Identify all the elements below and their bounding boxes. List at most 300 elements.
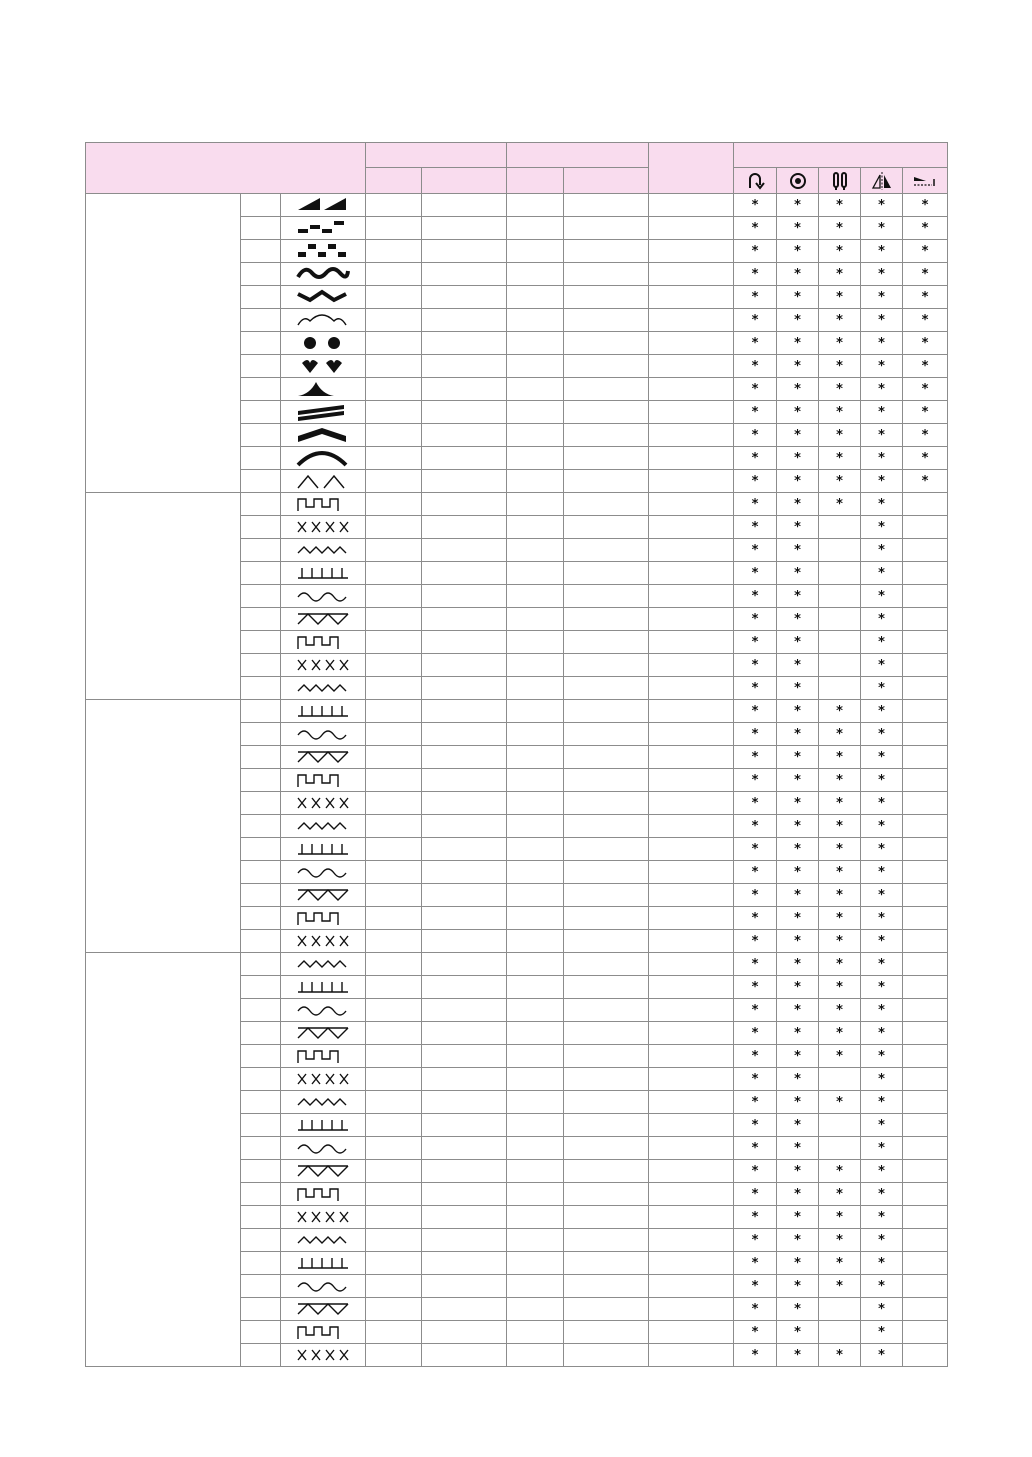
function-mark-cell: * (861, 1183, 903, 1206)
value-cell (564, 907, 649, 930)
function-mark-cell: * (861, 585, 903, 608)
function-mark-cell: * (819, 470, 861, 493)
function-mark-cell: * (819, 1022, 861, 1045)
function-mark-cell (903, 861, 948, 884)
function-mark-cell: * (777, 884, 819, 907)
function-mark-cell (903, 1206, 948, 1229)
function-mark-cell: * (819, 194, 861, 217)
function-mark-cell: * (777, 1091, 819, 1114)
function-mark-cell: * (734, 1091, 777, 1114)
value-cell (507, 953, 564, 976)
value-cell (366, 654, 422, 677)
value-cell (564, 1137, 649, 1160)
value-cell (564, 999, 649, 1022)
function-mark-cell: * (777, 792, 819, 815)
function-mark-cell (819, 1068, 861, 1091)
value-cell (564, 792, 649, 815)
value-cell (422, 194, 507, 217)
function-mark-cell (903, 815, 948, 838)
function-mark-cell: * (777, 585, 819, 608)
value-cell (649, 1275, 734, 1298)
value-cell (422, 1137, 507, 1160)
double-zigzag-icon (281, 1068, 366, 1091)
function-mark-cell: * (777, 1252, 819, 1275)
value-cell (366, 378, 422, 401)
value-cell (649, 1252, 734, 1275)
function-mark-cell: * (777, 1114, 819, 1137)
value-cell (422, 953, 507, 976)
stitch-number-cell (241, 493, 281, 516)
diagonal-blocks-icon (281, 194, 366, 217)
stitch-number-cell (241, 1091, 281, 1114)
arrow-up-down-icon (281, 1229, 366, 1252)
stitch-number-cell (241, 608, 281, 631)
value-cell (366, 1068, 422, 1091)
hem-arrow-icon (281, 815, 366, 838)
function-mark-cell: * (861, 355, 903, 378)
value-cell (649, 539, 734, 562)
sine-wave-icon (281, 1160, 366, 1183)
function-mark-cell: * (734, 907, 777, 930)
value-cell (649, 999, 734, 1022)
header-presser-foot (649, 143, 734, 194)
function-mark-cell: * (734, 585, 777, 608)
value-cell (507, 194, 564, 217)
function-mark-cell: * (734, 1137, 777, 1160)
value-cell (649, 194, 734, 217)
value-cell (366, 815, 422, 838)
value-cell (564, 1298, 649, 1321)
value-cell (366, 723, 422, 746)
value-cell (366, 976, 422, 999)
function-mark-cell: * (777, 217, 819, 240)
function-mark-cell: * (777, 631, 819, 654)
filled-wave-icon (281, 263, 366, 286)
function-mark-cell: * (819, 493, 861, 516)
stitch-number-cell (241, 1206, 281, 1229)
value-cell (366, 1114, 422, 1137)
function-mark-cell: * (861, 378, 903, 401)
function-mark-cell: * (861, 1275, 903, 1298)
value-cell (422, 355, 507, 378)
function-mark-cell (903, 769, 948, 792)
cross-hump-icon (281, 585, 366, 608)
value-cell (366, 861, 422, 884)
value-cell (507, 1068, 564, 1091)
checker-blocks-icon (281, 240, 366, 263)
function-mark-cell (903, 677, 948, 700)
value-cell (507, 631, 564, 654)
value-cell (507, 516, 564, 539)
function-mark-cell: * (777, 470, 819, 493)
function-mark-cell: * (861, 631, 903, 654)
function-mark-cell: * (819, 217, 861, 240)
function-mark-cell (903, 1298, 948, 1321)
value-cell (649, 1045, 734, 1068)
function-mark-cell: * (861, 447, 903, 470)
function-mark-cell: * (734, 286, 777, 309)
value-cell (422, 217, 507, 240)
value-cell (564, 332, 649, 355)
function-mark-cell (903, 539, 948, 562)
value-cell (564, 309, 649, 332)
function-mark-cell: * (819, 240, 861, 263)
function-mark-cell: * (819, 286, 861, 309)
value-cell (649, 700, 734, 723)
function-mark-cell: * (861, 470, 903, 493)
value-cell (649, 815, 734, 838)
value-cell (422, 861, 507, 884)
function-mark-cell: * (819, 401, 861, 424)
value-cell (422, 884, 507, 907)
function-mark-cell (903, 1091, 948, 1114)
function-mark-cell: * (777, 654, 819, 677)
function-mark-cell (903, 1344, 948, 1367)
header-row-1 (86, 143, 948, 168)
value-cell (422, 838, 507, 861)
value-cell (649, 1022, 734, 1045)
fan-shell-icon (281, 1206, 366, 1229)
value-cell (422, 631, 507, 654)
function-mark-cell: * (734, 700, 777, 723)
function-mark-cell (819, 516, 861, 539)
zigzag-comb-icon (281, 1045, 366, 1068)
value-cell (507, 217, 564, 240)
function-mark-cell: * (734, 723, 777, 746)
stitch-group-cell (86, 194, 241, 493)
value-cell (366, 263, 422, 286)
stitch-number-cell (241, 401, 281, 424)
value-cell (507, 1137, 564, 1160)
function-mark-cell: * (861, 907, 903, 930)
leaf-vine-icon (281, 1183, 366, 1206)
function-mark-cell: * (777, 700, 819, 723)
function-mark-cell: * (734, 1252, 777, 1275)
value-cell (422, 815, 507, 838)
value-cell (649, 1183, 734, 1206)
function-mark-cell (819, 654, 861, 677)
value-cell (649, 493, 734, 516)
value-cell (366, 309, 422, 332)
function-mark-cell: * (777, 1045, 819, 1068)
function-mark-cell: * (861, 815, 903, 838)
value-cell (366, 286, 422, 309)
value-cell (366, 930, 422, 953)
function-mark-cell: * (819, 1252, 861, 1275)
function-mark-cell: * (819, 838, 861, 861)
value-cell (564, 700, 649, 723)
function-mark-cell: * (734, 516, 777, 539)
cross-wave-icon (281, 516, 366, 539)
function-mark-cell (903, 1045, 948, 1068)
function-mark-cell (819, 608, 861, 631)
value-cell (366, 1298, 422, 1321)
value-cell (507, 309, 564, 332)
function-mark-cell: * (903, 332, 948, 355)
value-cell (564, 286, 649, 309)
function-mark-cell (903, 1321, 948, 1344)
function-mark-cell: * (734, 1275, 777, 1298)
value-cell (507, 861, 564, 884)
value-cell (366, 677, 422, 700)
function-mark-cell: * (819, 907, 861, 930)
value-cell (422, 1275, 507, 1298)
stitch-number-cell (241, 677, 281, 700)
value-cell (422, 677, 507, 700)
value-cell (366, 217, 422, 240)
value-cell (564, 470, 649, 493)
cross-diagonal-icon (281, 539, 366, 562)
pointed-arch-icon (281, 378, 366, 401)
function-mark-cell: * (819, 378, 861, 401)
function-mark-cell: * (861, 286, 903, 309)
value-cell (507, 1183, 564, 1206)
function-mark-cell (819, 1137, 861, 1160)
function-mark-cell: * (777, 194, 819, 217)
function-mark-cell (819, 585, 861, 608)
function-mark-cell (903, 1252, 948, 1275)
value-cell (564, 1022, 649, 1045)
function-mark-cell: * (861, 1045, 903, 1068)
function-mark-cell: * (861, 1229, 903, 1252)
value-cell (422, 516, 507, 539)
function-mark-cell: * (734, 470, 777, 493)
value-cell (507, 746, 564, 769)
value-cell (564, 424, 649, 447)
value-cell (366, 769, 422, 792)
function-mark-cell: * (777, 838, 819, 861)
function-mark-cell: * (777, 1183, 819, 1206)
function-mark-cell: * (777, 999, 819, 1022)
function-mark-cell: * (903, 240, 948, 263)
function-mark-cell: * (861, 217, 903, 240)
stitch-number-cell (241, 1252, 281, 1275)
stitch-number-cell (241, 240, 281, 263)
function-mark-cell: * (861, 792, 903, 815)
function-mark-cell: * (861, 1091, 903, 1114)
value-cell (564, 1068, 649, 1091)
lotus-icon (281, 1275, 366, 1298)
value-cell (422, 424, 507, 447)
value-cell (649, 884, 734, 907)
value-cell (422, 1045, 507, 1068)
function-mark-cell (903, 1114, 948, 1137)
value-cell (366, 240, 422, 263)
cross-x-icon (281, 493, 366, 516)
function-mark-cell: * (734, 263, 777, 286)
function-mark-cell: * (819, 1160, 861, 1183)
value-cell (564, 769, 649, 792)
function-mark-cell: * (903, 194, 948, 217)
stitch-number-cell (241, 792, 281, 815)
value-cell (649, 953, 734, 976)
function-mark-cell: * (819, 861, 861, 884)
value-cell (649, 746, 734, 769)
hem-dashed-ladder-icon (281, 769, 366, 792)
hem-branch-icon (281, 907, 366, 930)
stitch-number-cell (241, 585, 281, 608)
value-cell (564, 815, 649, 838)
vine-zigzag-icon (281, 1344, 366, 1367)
value-cell (507, 838, 564, 861)
value-cell (564, 585, 649, 608)
function-mark-cell: * (734, 608, 777, 631)
value-cell (564, 194, 649, 217)
value-cell (507, 976, 564, 999)
function-mark-cell: * (777, 1206, 819, 1229)
value-cell (507, 792, 564, 815)
value-cell (366, 1344, 422, 1367)
function-mark-cell: * (777, 815, 819, 838)
cross-filled-diamond-icon (281, 654, 366, 677)
spiral-wave-icon (281, 1137, 366, 1160)
function-mark-cell: * (777, 378, 819, 401)
value-cell (366, 907, 422, 930)
function-mark-cell: * (819, 1091, 861, 1114)
value-cell (649, 769, 734, 792)
value-cell (649, 792, 734, 815)
value-cell (564, 1091, 649, 1114)
value-cell (507, 677, 564, 700)
header-stitch-length (507, 143, 649, 168)
value-cell (366, 884, 422, 907)
value-cell (649, 263, 734, 286)
value-cell (507, 1275, 564, 1298)
stitch-chart-table (85, 142, 948, 1367)
value-cell (564, 1252, 649, 1275)
value-cell (507, 1022, 564, 1045)
function-mark-cell: * (734, 493, 777, 516)
stitch-number-cell (241, 1321, 281, 1344)
value-cell (366, 792, 422, 815)
stitch-number-cell (241, 1275, 281, 1298)
function-mark-cell: * (819, 723, 861, 746)
value-cell (422, 723, 507, 746)
function-mark-cell: * (777, 493, 819, 516)
function-mark-cell: * (903, 424, 948, 447)
stitch-number-cell (241, 907, 281, 930)
value-cell (422, 976, 507, 999)
stitch-number-cell (241, 355, 281, 378)
value-cell (507, 700, 564, 723)
value-cell (422, 1160, 507, 1183)
stitch-number-cell (241, 1045, 281, 1068)
function-mark-cell: * (734, 815, 777, 838)
value-cell (649, 654, 734, 677)
greek-key-icon (281, 1022, 366, 1045)
value-cell (507, 723, 564, 746)
function-mark-cell (903, 654, 948, 677)
function-mark-cell: * (819, 1229, 861, 1252)
function-mark-cell: * (861, 976, 903, 999)
value-cell (422, 700, 507, 723)
value-cell (649, 723, 734, 746)
stitch-number-cell (241, 1022, 281, 1045)
value-cell (564, 447, 649, 470)
function-mark-cell: * (903, 217, 948, 240)
function-mark-cell (903, 700, 948, 723)
stitch-number-cell (241, 539, 281, 562)
tulip-wave-icon (281, 1252, 366, 1275)
function-mark-cell: * (819, 355, 861, 378)
function-mark-cell: * (819, 447, 861, 470)
function-mark-cell (903, 585, 948, 608)
value-cell (649, 1298, 734, 1321)
value-cell (649, 240, 734, 263)
function-mark-cell (819, 539, 861, 562)
value-cell (422, 493, 507, 516)
function-mark-cell: * (861, 723, 903, 746)
value-cell (649, 447, 734, 470)
value-cell (507, 424, 564, 447)
stitch-number-cell (241, 332, 281, 355)
function-mark-cell: * (861, 424, 903, 447)
value-cell (422, 378, 507, 401)
value-cell (649, 1321, 734, 1344)
stitch-number-cell (241, 1114, 281, 1137)
reverse-stitch-icon (734, 168, 777, 194)
stitch-number-cell (241, 1160, 281, 1183)
function-mark-cell: * (734, 631, 777, 654)
table-row (86, 493, 948, 516)
function-mark-cell: * (734, 217, 777, 240)
stitch-number-cell (241, 746, 281, 769)
function-mark-cell: * (861, 1114, 903, 1137)
function-mark-cell (903, 723, 948, 746)
stitch-number-cell (241, 953, 281, 976)
function-mark-cell: * (734, 1183, 777, 1206)
stitch-number-cell (241, 263, 281, 286)
value-cell (366, 1022, 422, 1045)
cross-diamond-icon (281, 631, 366, 654)
value-cell (507, 286, 564, 309)
function-mark-cell: * (734, 999, 777, 1022)
function-mark-cell: * (861, 1344, 903, 1367)
value-cell (649, 585, 734, 608)
function-mark-cell: * (777, 263, 819, 286)
function-mark-cell: * (734, 194, 777, 217)
value-cell (422, 539, 507, 562)
value-cell (422, 608, 507, 631)
cross-braid-icon (281, 677, 366, 700)
stitch-number-cell (241, 1229, 281, 1252)
snowflake-stars-icon (281, 953, 366, 976)
value-cell (564, 263, 649, 286)
function-mark-cell: * (734, 1206, 777, 1229)
value-cell (649, 631, 734, 654)
value-cell (649, 424, 734, 447)
arch-window-icon (281, 976, 366, 999)
value-cell (649, 1344, 734, 1367)
value-cell (366, 194, 422, 217)
function-mark-cell: * (777, 539, 819, 562)
value-cell (422, 1091, 507, 1114)
function-mark-cell: * (734, 1321, 777, 1344)
stitch-number-cell (241, 1068, 281, 1091)
stitch-number-cell (241, 286, 281, 309)
function-mark-cell: * (777, 976, 819, 999)
value-cell (564, 217, 649, 240)
function-mark-cell: * (777, 1275, 819, 1298)
function-mark-cell (903, 1183, 948, 1206)
function-mark-cell: * (903, 378, 948, 401)
value-cell (422, 240, 507, 263)
cross-double-icon (281, 608, 366, 631)
function-mark-cell: * (861, 263, 903, 286)
cross-zig-icon (281, 562, 366, 585)
function-mark-cell (903, 907, 948, 930)
function-mark-cell (903, 838, 948, 861)
